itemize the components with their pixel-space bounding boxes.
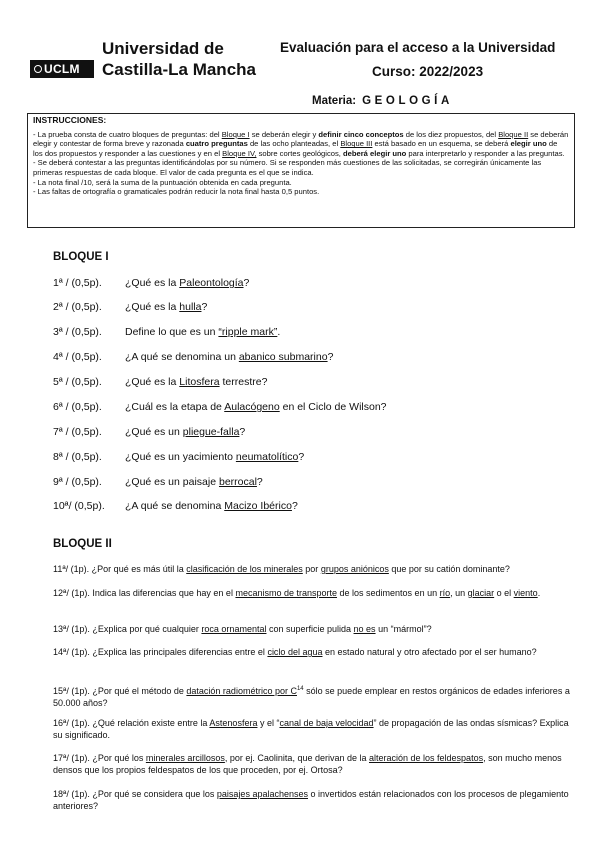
- uclm-logo-mark: [30, 60, 94, 78]
- text-run: sobre cortes geológicos,: [256, 148, 343, 158]
- text-run: para interpretarlo y responder a las preguntas.: [406, 148, 565, 158]
- bloque2-heading: BLOQUE II: [53, 538, 112, 550]
- text-run: , son mucho menos densos que los propios feldespatos de los que proceden, por ej. Ortosa?: [53, 753, 562, 775]
- text-run: se deberán elegir y contestar de forma breve y razonada: [33, 129, 569, 149]
- text-run: 14ª/ (1p). ¿Explica las principales diferencias entre el: [53, 647, 268, 657]
- question-number: 6ª / (0,5p).: [53, 401, 102, 413]
- question-number: 4ª / (0,5p).: [53, 351, 102, 363]
- uclm-logo-text: UCLM: [44, 62, 80, 76]
- underlined-term: Litosfera: [179, 376, 220, 388]
- text-run: - La prueba consta de cuatro bloques de preguntas: del: [33, 129, 222, 139]
- text-run: y el “: [257, 718, 280, 728]
- subject: [312, 95, 453, 107]
- bloque1-question: [53, 476, 263, 488]
- bloque2-question: [53, 623, 573, 635]
- instructions-paragraph: [33, 130, 569, 159]
- text-run: ¿Qué es un: [125, 426, 183, 438]
- question-text: [125, 351, 333, 363]
- question-text: [125, 301, 207, 313]
- text-run: ¿Qué es la: [125, 301, 180, 313]
- underlined-term: Bloque II: [498, 129, 529, 139]
- subject-label: Materia:: [312, 95, 357, 107]
- text-run: .: [537, 588, 541, 598]
- question-text: [125, 476, 263, 488]
- text-run: 15ª/ (1p). ¿Por qué el método de: [53, 686, 187, 696]
- text-run: ?: [298, 451, 305, 463]
- question-text: [125, 376, 267, 388]
- text-run: está basado en un esquema, se deberá: [372, 139, 511, 149]
- underlined-term: ciclo del agua: [267, 647, 323, 657]
- question-number: 5ª / (0,5p).: [53, 376, 102, 388]
- text-run: ¿Qué es la: [125, 376, 180, 388]
- underlined-term: Bloque I: [221, 129, 250, 139]
- underlined-term: Bloque III: [340, 139, 373, 149]
- underlined-term: roca ornamental: [201, 624, 267, 634]
- bloque2-question: [53, 717, 573, 741]
- university-logo: [30, 38, 270, 82]
- underlined-term: no es: [353, 624, 376, 634]
- text-run: , por ej. Caolinita, que derivan de la: [224, 753, 369, 763]
- bloque2-question: [53, 683, 573, 709]
- bloque2-question: [53, 563, 573, 575]
- text-run: ?: [243, 277, 250, 289]
- instructions-heading: INSTRUCCIONES:: [33, 115, 107, 125]
- underlined-term: Astenosfera: [209, 718, 258, 728]
- text-run: de los sedimentos en un: [337, 588, 440, 598]
- underlined-term: grupos aniónicos: [320, 564, 389, 574]
- text-run: ¿Cuál es la etapa de: [125, 401, 225, 413]
- text-run: ?: [239, 426, 246, 438]
- text-run: que por su catión dominante?: [388, 564, 510, 574]
- question-text: [125, 451, 304, 463]
- underlined-term: berrocal: [218, 476, 257, 488]
- text-run: ?: [327, 351, 334, 363]
- text-run: 16ª/ (1p). ¿Qué relación existe entre la: [53, 718, 210, 728]
- underlined-term: clasificación de los minerales: [186, 564, 303, 574]
- text-run: sólo se puede emplear en restos orgánicos de edades inferiores a 50.000 años?: [53, 686, 570, 708]
- question-text: [125, 426, 245, 438]
- text-run: 17ª/ (1p). ¿Por qué los: [53, 753, 146, 763]
- bloque2-question: [53, 788, 573, 812]
- course-label: Curso:: [372, 64, 416, 79]
- text-run: se deberán elegir y: [249, 129, 319, 139]
- text-run: de los dos propuestos y responder a las cuestiones y en el: [33, 139, 558, 158]
- text-run: de las ocho planteadas, el: [247, 139, 341, 149]
- text-run: terrestre?: [219, 376, 268, 388]
- underlined-term: viento: [513, 588, 538, 598]
- question-number: 3ª / (0,5p).: [53, 326, 102, 338]
- text-run: o invertidos están relacionados con los procesos de plegamiento anteriores?: [53, 789, 569, 811]
- bloque1-question: [53, 351, 333, 363]
- text-run: ¿Qué es un paisaje: [125, 476, 219, 488]
- underlined-term: paisajes apalachenses: [216, 789, 308, 799]
- instructions-box: [27, 113, 575, 228]
- course-value: 2022/2023: [419, 64, 484, 79]
- text-run: ¿Qué es un yacimiento: [125, 451, 236, 463]
- university-name-line1: Universidad de: [102, 39, 224, 58]
- instructions-paragraph: - La nota final /10, será la suma de la puntuación obtenida en cada pregunta.: [33, 177, 292, 187]
- text-run: 11ª/ (1p). ¿Por qué es más útil la: [53, 564, 187, 574]
- bold-text: cuatro preguntas: [185, 139, 248, 149]
- bold-text: definir cinco conceptos: [318, 129, 404, 139]
- course: [372, 64, 483, 79]
- question-number: 10ª/ (0,5p).: [53, 500, 105, 512]
- text-run: ?: [291, 500, 298, 512]
- text-run: con superficie pulida: [266, 624, 354, 634]
- text-run: en estado natural y otro afectado por el ser humano?: [322, 647, 537, 657]
- underlined-term: alteración de los feldespatos: [369, 753, 484, 763]
- bold-text: elegir uno: [510, 139, 547, 149]
- exam-title: Evaluación para el acceso a la Universidad: [280, 40, 556, 55]
- text-run: ¿A qué se denomina: [125, 500, 225, 512]
- question-text: [125, 500, 298, 512]
- underlined-term: “ripple mark”: [218, 326, 278, 338]
- bloque1-question: [53, 426, 245, 438]
- underlined-term: Macizo Ibérico: [224, 500, 292, 512]
- underlined-term: datación radiométrico por C: [186, 686, 297, 696]
- question-number: 7ª / (0,5p).: [53, 426, 102, 438]
- question-number: 2ª / (0,5p).: [53, 301, 102, 313]
- bloque1-question: [53, 277, 249, 289]
- bloque1-question: [53, 401, 387, 413]
- text-run: ?: [201, 301, 208, 313]
- underlined-term: río: [439, 588, 451, 598]
- underlined-term: mecanismo de transporte: [235, 588, 338, 598]
- underlined-term: glaciar: [467, 588, 495, 598]
- instructions-paragraph: - Se deberá contestar a las preguntas identificándolas por su número. Si se responden más cuestiones de las solicitadas, se corregirán únicamente las primeras respuestas de cada bloque. El valor de cada pregunta es el que se indica.: [33, 158, 542, 177]
- text-run: de los diez propuestos, del: [403, 129, 499, 139]
- text-run: por: [302, 564, 321, 574]
- text-run: 12ª/ (1p). Indica las diferencias que hay en el: [53, 588, 236, 598]
- text-run: 14: [296, 686, 304, 692]
- bloque1-question: [53, 301, 207, 313]
- instructions-paragraph: - Las faltas de ortografía o gramaticales podrán reducir la nota final hasta 0,5 puntos.: [33, 187, 320, 197]
- underlined-term: abanico submarino: [238, 351, 328, 363]
- underlined-term: minerales arcillosos: [145, 753, 225, 763]
- text-run: 13ª/ (1p). ¿Explica por qué cualquier: [53, 624, 202, 634]
- underlined-term: Bloque IV,: [222, 148, 257, 158]
- text-run: ?: [256, 476, 263, 488]
- subject-value: GEOLOGÍA: [362, 95, 453, 107]
- bloque2-question: [53, 587, 573, 599]
- question-text: [125, 277, 249, 289]
- bloque1-question: [53, 451, 304, 463]
- text-run: 18ª/ (1p). ¿Por qué se considera que los: [53, 789, 217, 799]
- text-run: ¿A qué se denomina un: [125, 351, 239, 363]
- underlined-term: pliegue-falla: [182, 426, 240, 438]
- underlined-term: canal de baja velocidad: [279, 718, 374, 728]
- question-number: 9ª / (0,5p).: [53, 476, 102, 488]
- text-run: en el Ciclo de Wilson?: [279, 401, 387, 413]
- bloque2-question: [53, 646, 573, 658]
- bloque1-question: [53, 326, 280, 338]
- bloque2-question: [53, 752, 573, 776]
- text-run: .: [277, 326, 281, 338]
- text-run: ” de propagación de las ondas sísmicas? Explica su significado.: [53, 718, 569, 740]
- bloque1-heading: BLOQUE I: [53, 251, 109, 263]
- question-text: [125, 401, 387, 413]
- question-text: [125, 326, 280, 338]
- university-name: [102, 38, 256, 80]
- text-run: un “mármol”?: [375, 624, 432, 634]
- text-run: , un: [450, 588, 468, 598]
- underlined-term: neumatolítico: [235, 451, 299, 463]
- underlined-term: hulla: [179, 301, 202, 313]
- bloque1-question: [53, 376, 267, 388]
- underlined-term: Aulacógeno: [224, 401, 280, 413]
- question-number: 1ª / (0,5p).: [53, 277, 102, 289]
- underlined-term: Paleontología: [179, 277, 244, 289]
- text-run: ¿Qué es la: [125, 277, 180, 289]
- question-number: 8ª / (0,5p).: [53, 451, 102, 463]
- university-name-line2: Castilla-La Mancha: [102, 60, 256, 79]
- text-run: o el: [494, 588, 514, 598]
- bold-text: deberá elegir uno: [343, 148, 407, 158]
- text-run: Define lo que es un: [125, 326, 219, 338]
- globe-icon: [34, 65, 42, 73]
- bloque1-question: [53, 500, 298, 512]
